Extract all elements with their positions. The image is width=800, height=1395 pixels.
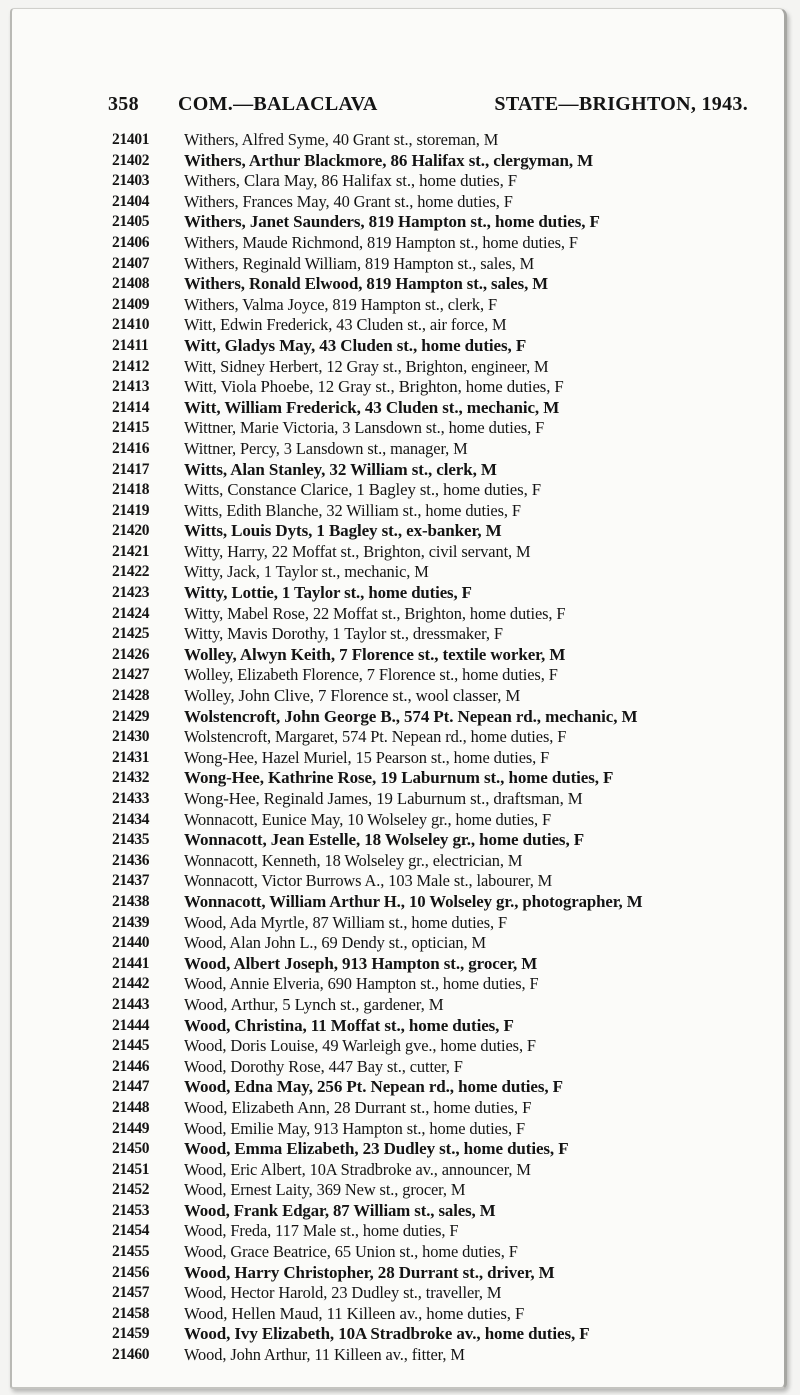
entry-text: Wong-Hee, Kathrine Rose, 19 Laburnum st., home duties, F [184,768,614,788]
entry-text: Wood, Freda, 117 Male st., home duties, F [184,1221,459,1241]
list-item [112,851,752,872]
entry-number: 21436 [112,851,150,869]
entry-text: Wood, Ada Myrtle, 87 William st., home duties, F [184,912,507,932]
entry-text: Wood, Eric Albert, 10A Stradbroke av., announcer, M [184,1159,531,1179]
entry-number: 21409 [112,295,150,313]
entry-number: 21444 [112,1016,150,1034]
list-item [112,1057,752,1078]
entry-number: 21456 [112,1263,150,1281]
list-item [112,604,752,625]
entry-number: 21440 [112,934,150,952]
list-item [112,357,752,378]
entry-text: Withers, Janet Saunders, 819 Hampton st., home duties, F [184,212,600,232]
entry-text: Witt, Gladys May, 43 Cluden st., home duties, F [184,335,527,355]
list-item [112,460,752,481]
entry-number: 21422 [112,563,150,581]
list-item [112,377,752,398]
list-item [112,439,752,460]
page-header [108,93,748,123]
page-number: 358 [108,93,139,115]
entry-text: Wolley, Alwyn Keith, 7 Florence st., textile worker, M [184,644,566,664]
list-item [112,995,752,1016]
entry-text: Wittner, Percy, 3 Lansdown st., manager, M [184,438,468,458]
entry-text: Wood, Hector Harold, 23 Dudley st., traveller, M [184,1283,502,1303]
entry-text: Wolley, Elizabeth Florence, 7 Florence st., home duties, F [184,665,558,685]
entry-text: Wood, Ernest Laity, 369 New st., grocer, M [184,1180,466,1200]
list-item [112,521,752,542]
entry-number: 21402 [112,151,150,169]
entry-text: Wonnacott, Victor Burrows A., 103 Male st., labourer, M [184,871,553,891]
entry-number: 21413 [112,378,150,396]
entry-number: 21403 [112,172,150,190]
list-item [112,665,752,686]
entry-number: 21449 [112,1119,150,1137]
entry-number: 21407 [112,254,150,272]
entry-text: Wood, Arthur, 5 Lynch st., gardener, M [184,994,444,1014]
entry-text: Wood, Emilie May, 913 Hampton st., home duties, F [184,1118,525,1138]
entry-number: 21447 [112,1078,150,1096]
entry-text: Witts, Alan Stanley, 32 William st., clerk, M [184,459,497,479]
entry-text: Wood, Ivy Elizabeth, 10A Stradbroke av., home duties, F [184,1324,590,1344]
entry-text: Witty, Mavis Dorothy, 1 Taylor st., dressmaker, F [184,624,503,644]
entry-text: Wood, Annie Elveria, 690 Hampton st., home duties, F [184,974,539,994]
entry-text: Wolley, John Clive, 7 Florence st., wool classer, M [184,686,521,706]
entry-number: 21455 [112,1243,150,1261]
entry-number: 21431 [112,748,150,766]
entry-text: Withers, Reginald William, 819 Hampton st., sales, M [184,253,535,273]
list-item [112,501,752,522]
entry-text: Wittner, Marie Victoria, 3 Lansdown st., home duties, F [184,418,545,438]
entry-text: Withers, Ronald Elwood, 819 Hampton st., sales, M [184,274,549,294]
list-item [112,1263,752,1284]
entry-text: Witty, Jack, 1 Taylor st., mechanic, M [184,562,429,582]
entry-number: 21408 [112,275,150,293]
entry-text: Withers, Valma Joyce, 819 Hampton st., clerk, F [184,294,497,314]
entry-number: 21424 [112,604,150,622]
entry-text: Wood, Emma Elizabeth, 23 Dudley st., home duties, F [184,1139,569,1159]
list-item [112,151,752,172]
list-item [112,727,752,748]
list-item [112,707,752,728]
entry-text: Wood, Doris Louise, 49 Warleigh gve., home duties, F [184,1036,536,1056]
list-item [112,830,752,851]
entry-text: Wonnacott, Eunice May, 10 Wolseley gr., home duties, F [184,809,552,829]
list-item [112,1242,752,1263]
entry-number: 21454 [112,1222,150,1240]
entry-number: 21438 [112,892,150,910]
entry-number: 21411 [112,336,149,354]
entry-number: 21433 [112,790,150,807]
header-right-title: STATE—BRIGHTON, 1943. [494,93,748,115]
list-item [112,913,752,934]
entry-number: 21423 [112,584,150,602]
entry-text: Wolstencroft, John George B., 574 Pt. Nepean rd., mechanic, M [184,706,638,726]
list-item [112,254,752,275]
list-item [112,748,752,769]
entry-text: Wood, Grace Beatrice, 65 Union st., home duties, F [184,1242,518,1262]
entry-number: 21410 [112,316,150,334]
list-item [112,1180,752,1201]
list-item [112,1201,752,1222]
entry-text: Wood, Harry Christopher, 28 Durrant st., driver, M [184,1262,555,1282]
entry-text: Witt, Sidney Herbert, 12 Gray st., Brighton, engineer, M [184,356,549,376]
entry-number: 21441 [112,954,150,972]
entry-number: 21460 [112,1346,150,1364]
entry-text: Wonnacott, Jean Estelle, 18 Wolseley gr., home duties, F [184,830,585,850]
list-item [112,233,752,254]
list-item [112,336,752,357]
entry-text: Wolstencroft, Margaret, 574 Pt. Nepean rd., home duties, F [184,727,567,747]
list-item [112,1139,752,1160]
entry-number: 21427 [112,666,150,684]
list-item [112,933,752,954]
list-item [112,1304,752,1325]
list-item [112,1077,752,1098]
list-item [112,171,752,192]
list-item [112,212,752,233]
entry-text: Wood, Albert Joseph, 913 Hampton st., grocer, M [184,953,538,973]
entry-text: Wonnacott, Kenneth, 18 Wolseley gr., electrician, M [184,850,523,870]
list-item [112,1283,752,1304]
entry-number: 21401 [112,131,150,148]
entry-number: 21452 [112,1181,150,1199]
entry-text: Witts, Constance Clarice, 1 Bagley st., home duties, F [184,480,541,500]
entry-number: 21417 [112,460,150,478]
entry-number: 21412 [112,357,150,375]
list-item [112,1345,752,1366]
list-item [112,1098,752,1119]
entry-number: 21457 [112,1284,150,1302]
entry-text: Withers, Alfred Syme, 40 Grant st., storeman, M [184,130,499,149]
entry-number: 21439 [112,913,150,931]
list-item [112,274,752,295]
list-item [112,480,752,501]
entry-text: Wood, Elizabeth Ann, 28 Durrant st., home duties, F [184,1097,532,1117]
entry-text: Withers, Maude Richmond, 819 Hampton st., home duties, F [184,232,578,252]
entry-number: 21405 [112,213,150,231]
entry-number: 21414 [112,398,150,416]
roll-page [10,8,787,1389]
entry-number: 21443 [112,995,150,1013]
list-item [112,130,752,151]
entry-text: Witt, William Frederick, 43 Cluden st., mechanic, M [184,397,560,417]
list-item [112,789,752,810]
entry-text: Wood, Edna May, 256 Pt. Nepean rd., home duties, F [184,1077,563,1097]
entry-text: Wood, Alan John L., 69 Dendy st., optician, M [184,933,486,953]
list-item [112,1324,752,1345]
entry-text: Witty, Mabel Rose, 22 Moffat st., Brighton, home duties, F [184,603,566,623]
list-item [112,583,752,604]
entry-text: Wonnacott, William Arthur H., 10 Wolseley gr., photographer, M [184,891,643,911]
entry-text: Wong-Hee, Hazel Muriel, 15 Pearson st., home duties, F [184,747,550,767]
list-item [112,192,752,213]
entry-number: 21404 [112,192,150,210]
entry-text: Witt, Viola Phoebe, 12 Gray st., Brighton, home duties, F [184,377,564,397]
list-item [112,542,752,563]
entry-number: 21416 [112,439,150,457]
entry-number: 21425 [112,625,150,643]
entry-text: Wood, John Arthur, 11 Killeen av., fitter, M [184,1345,465,1365]
entry-text: Wood, Frank Edgar, 87 William st., sales, M [184,1200,496,1220]
entry-number: 21451 [112,1160,150,1178]
list-item [112,295,752,316]
entry-number: 21426 [112,645,150,663]
list-item [112,562,752,583]
header-left-title: COM.—BALACLAVA [178,93,378,115]
entry-number: 21453 [112,1201,150,1219]
entry-number: 21418 [112,481,150,499]
list-item [112,686,752,707]
entry-text: Witty, Lottie, 1 Taylor st., home duties, F [184,583,472,603]
entry-number: 21450 [112,1140,150,1158]
entry-number: 21446 [112,1057,150,1075]
entry-number: 21420 [112,522,150,540]
entry-number: 21406 [112,233,150,251]
entry-number: 21419 [112,501,150,519]
entry-number: 21435 [112,831,150,849]
list-item [112,645,752,666]
entry-number: 21434 [112,810,150,828]
entry-text: Wood, Christina, 11 Moffat st., home duties, F [184,1015,514,1035]
entry-text: Wong-Hee, Reginald James, 19 Laburnum st., draftsman, M [184,789,583,808]
entry-text: Withers, Arthur Blackmore, 86 Halifax st., clergyman, M [184,150,594,170]
list-item [112,624,752,645]
list-item [112,974,752,995]
list-item [112,892,752,913]
entry-number: 21437 [112,872,150,890]
entry-number: 21442 [112,975,150,993]
entry-number: 21421 [112,542,150,560]
list-item [112,1119,752,1140]
list-item [112,1036,752,1057]
entry-number: 21445 [112,1037,150,1055]
list-item [112,1221,752,1242]
entry-number: 21459 [112,1325,150,1343]
list-item [112,954,752,975]
list-item [112,1160,752,1181]
entry-number: 21415 [112,419,150,437]
entry-text: Withers, Frances May, 40 Grant st., home duties, F [184,191,513,211]
entry-number: 21432 [112,769,150,787]
entry-number: 21430 [112,728,150,746]
entry-number: 21429 [112,707,150,725]
entry-text: Wood, Hellen Maud, 11 Killeen av., home duties, F [184,1303,525,1323]
entry-number: 21458 [112,1304,150,1322]
list-item [112,398,752,419]
entry-text: Wood, Dorothy Rose, 447 Bay st., cutter, F [184,1056,463,1076]
entry-text: Withers, Clara May, 86 Halifax st., home duties, F [184,171,517,191]
list-item [112,871,752,892]
entry-text: Witts, Edith Blanche, 32 William st., home duties, F [184,500,521,520]
entry-text: Witts, Louis Dyts, 1 Bagley st., ex-banker, M [184,521,502,541]
entry-text: Witt, Edwin Frederick, 43 Cluden st., air force, M [184,315,507,335]
list-item [112,810,752,831]
list-item [112,418,752,439]
list-item [112,1016,752,1037]
entry-number: 21428 [112,687,150,705]
list-item [112,768,752,789]
entry-text: Witty, Harry, 22 Moffat st., Brighton, civil servant, M [184,541,531,561]
entry-number: 21448 [112,1098,150,1116]
elector-list [112,130,752,1366]
list-item [112,315,752,336]
